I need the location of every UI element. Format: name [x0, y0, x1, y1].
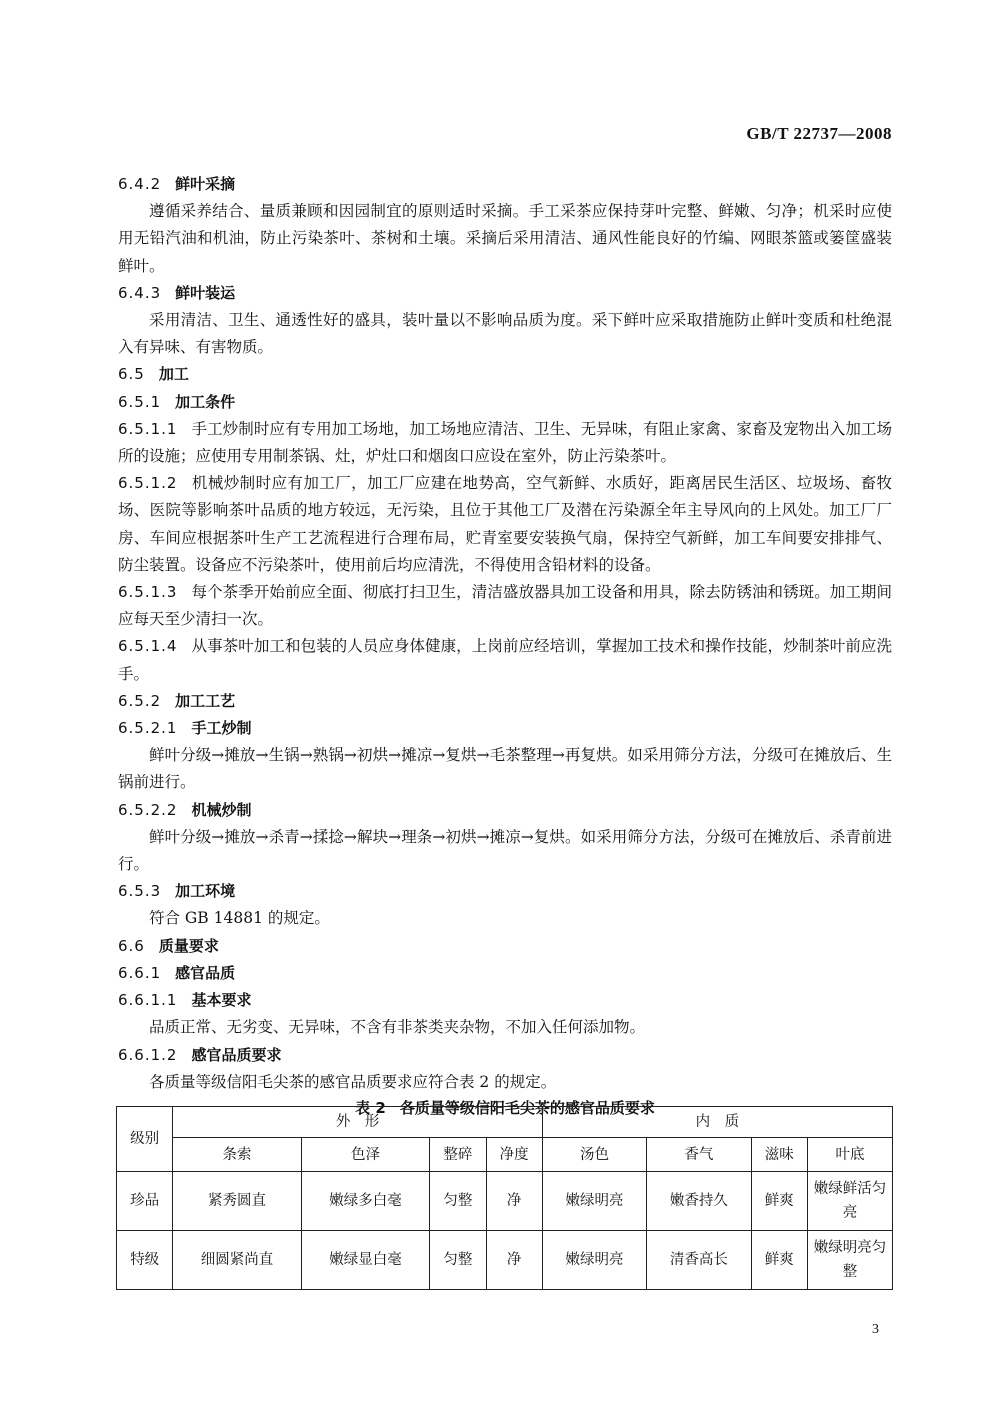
table-cell: 嫩香持久 — [647, 1172, 751, 1231]
table-cell: 匀整 — [430, 1231, 486, 1290]
table-number: 表 2 — [355, 1098, 386, 1117]
section-number: 6.6 — [118, 936, 145, 955]
section-heading — [118, 878, 892, 905]
section-heading — [118, 688, 892, 715]
section-number: 6.5.2.2 — [118, 800, 178, 819]
standard-code: GB/T 22737—2008 — [746, 124, 892, 143]
page-number: 3 — [872, 1322, 879, 1337]
table-cell: 鲜爽 — [751, 1172, 807, 1231]
sub-header-row — [117, 1138, 893, 1172]
section-number: 6.5 — [118, 365, 145, 384]
clause-number: 6.5.1.4 — [118, 637, 178, 656]
table-cell: 清香高长 — [647, 1231, 751, 1290]
table-cell: 净 — [486, 1172, 542, 1231]
paragraph: 鲜叶分级→摊放→生锅→熟锅→初烘→摊凉→复烘→毛茶整理→再复烘。如采用筛分方法，分级可在摊放后、生锅前进行。 — [118, 746, 892, 792]
section-title: 鲜叶装运 — [175, 283, 236, 302]
section-heading — [118, 715, 892, 742]
column-header: 叶底 — [808, 1138, 893, 1172]
table-body — [117, 1172, 893, 1290]
paragraph: 符合 GB 14881 的规定。 — [149, 909, 330, 928]
section-heading — [118, 280, 892, 307]
table-cell: 净 — [486, 1231, 542, 1290]
grade-cell: 特级 — [117, 1231, 173, 1290]
section-title: 加工条件 — [175, 392, 236, 411]
section-title: 加工工艺 — [175, 691, 236, 710]
section-number: 6.5.1 — [118, 392, 162, 411]
clause-text: 机械炒制时应有加工厂，加工厂应建在地势高，空气新鲜、水质好，距离居民生活区、垃圾场、畜牧场、医院等影响茶叶品质的地方较远，无污染，且位于其他工厂及潜在污染源全年主导风向的上风处。加工厂厂房、车间应根据茶叶生产工艺流程进行合理布局，贮青室要安装换气扇，保持空气新鲜，加工车间要安排排气、防尘装置。设备应不污染茶叶，使用前后均应清洗，不得使用含铅材料的设备。 — [118, 474, 892, 574]
table-cell: 鲜爽 — [751, 1231, 807, 1290]
numbered-clause — [118, 416, 892, 470]
table-cell: 嫩绿鲜活匀亮 — [808, 1172, 893, 1231]
section-number: 6.5.3 — [118, 882, 162, 901]
column-header: 净度 — [486, 1138, 542, 1172]
section-title: 加工 — [158, 365, 189, 384]
section-title: 鲜叶采摘 — [175, 175, 236, 193]
column-header: 色泽 — [301, 1138, 429, 1172]
column-header: 香气 — [647, 1138, 751, 1172]
document-body — [118, 171, 892, 1120]
column-header: 汤色 — [542, 1138, 646, 1172]
section-heading — [118, 389, 892, 416]
paragraph: 采用清洁、卫生、通透性好的盛具，装叶量以不影响品质为度。采下鲜叶应采取措施防止鲜叶变质和杜绝混入有异味、有害物质。 — [118, 311, 892, 357]
clause-text: 每个茶季开始前应全面、彻底打扫卫生，清洁盛放器具加工设备和用具，除去防锈油和锈斑。加工期间应每天至少清扫一次。 — [118, 583, 892, 629]
section-title: 感官品质 — [175, 963, 236, 982]
grade-cell: 珍品 — [117, 1172, 173, 1231]
column-header: 滋味 — [751, 1138, 807, 1172]
table-cell: 嫩绿明亮 — [542, 1172, 646, 1231]
section-title: 质量要求 — [158, 936, 219, 955]
numbered-clause — [118, 633, 892, 687]
section-number: 6.5.2 — [118, 691, 162, 710]
section-number: 6.6.1.2 — [118, 1045, 178, 1064]
table-cell: 嫩绿显白毫 — [301, 1231, 429, 1290]
table-title: 各质量等级信阳毛尖茶的感官品质要求 — [399, 1098, 655, 1117]
appearance-group-header: 外 形 — [173, 1107, 543, 1138]
table-row — [117, 1231, 893, 1290]
section-heading — [118, 1042, 892, 1069]
section-number: 6.5.2.1 — [118, 719, 178, 738]
numbered-clause — [118, 470, 892, 579]
inner-quality-group-header: 内 质 — [542, 1107, 892, 1138]
clause-text: 手工炒制时应有专用加工场地，加工场地应清洁、卫生、无异味，有阻止家禽、家畜及宠物出入加工场所的设施；应使用专用制茶锅、灶，炉灶口和烟囱口应设在室外，防止污染茶叶。 — [118, 419, 892, 466]
clause-text: 从事茶叶加工和包装的人员应身体健康，上岗前应经培训，掌握加工技术和操作技能，炒制茶叶前应洗手。 — [118, 637, 892, 683]
table-cell: 紧秀圆直 — [173, 1172, 301, 1231]
numbered-clause — [118, 579, 892, 633]
clause-number: 6.5.1.1 — [118, 419, 178, 438]
table-cell: 嫩绿明亮匀整 — [808, 1231, 893, 1290]
section-heading — [118, 797, 892, 824]
section-title: 加工环境 — [175, 882, 236, 901]
paragraph: 品质正常、无劣变、无异味，不含有非茶类夹杂物，不加入任何添加物。 — [149, 1018, 646, 1037]
column-header: 条索 — [173, 1138, 301, 1172]
table-cell: 嫩绿多白毫 — [301, 1172, 429, 1231]
paragraph: 遵循采养结合、量质兼顾和因园制宜的原则适时采摘。手工采茶应保持芽叶完整、鲜嫩、匀净；机采时应使用无铅汽油和机油，防止污染茶叶、茶树和土壤。采摘后采用清洁、通风性能良好的竹编、网眼茶篮或篓筐盛装鲜叶。 — [118, 202, 892, 275]
table-row — [117, 1172, 893, 1231]
clause-number: 6.5.1.2 — [118, 474, 178, 493]
section-number: 6.6.1.1 — [118, 991, 178, 1010]
section-heading — [118, 361, 892, 388]
section-number: 6.4.2 — [118, 175, 162, 193]
table-cell: 匀整 — [430, 1172, 486, 1231]
column-header: 整碎 — [430, 1138, 486, 1172]
table-cell: 细圆紧尚直 — [173, 1231, 301, 1290]
section-title: 机械炒制 — [191, 800, 252, 819]
paragraph: 鲜叶分级→摊放→杀青→揉捻→解块→理条→初烘→摊凉→复烘。如采用筛分方法，分级可在摊放后、杀青前进行。 — [118, 827, 892, 874]
section-number: 6.4.3 — [118, 283, 162, 302]
section-heading — [118, 933, 892, 960]
clause-number: 6.5.1.3 — [118, 583, 178, 602]
section-title: 基本要求 — [191, 991, 252, 1010]
grade-header: 级别 — [117, 1107, 173, 1172]
section-title: 感官品质要求 — [191, 1045, 282, 1064]
section-number: 6.6.1 — [118, 963, 162, 982]
section-heading — [118, 960, 892, 987]
sensory-quality-table — [116, 1106, 893, 1290]
section-heading — [118, 987, 892, 1014]
paragraph: 各质量等级信阳毛尖茶的感官品质要求应符合表 2 的规定。 — [149, 1072, 557, 1091]
section-heading — [118, 171, 892, 198]
section-title: 手工炒制 — [191, 719, 252, 738]
table-cell: 嫩绿明亮 — [542, 1231, 646, 1290]
